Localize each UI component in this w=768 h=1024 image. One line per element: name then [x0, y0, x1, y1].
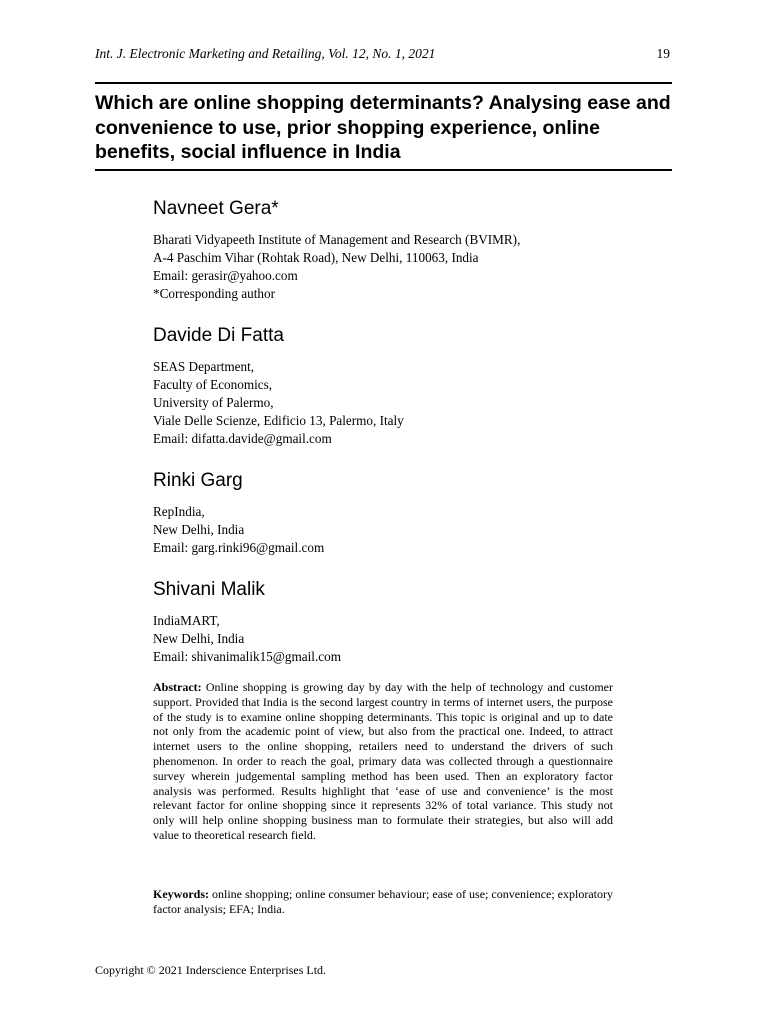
- page-number: 19: [656, 46, 670, 61]
- author-block: [153, 579, 633, 666]
- keywords-label: Keywords:: [153, 887, 209, 901]
- author-block: [153, 470, 633, 557]
- keywords-text: online shopping; online consumer behaviour; ease of use; convenience; exploratory factor analysis; EFA; India.: [153, 887, 613, 916]
- author-name: Shivani Malik: [153, 579, 265, 600]
- author-email: Email: gerasir@yahoo.com: [153, 268, 298, 283]
- affiliation-line: RepIndia,: [153, 504, 205, 519]
- author-name: Navneet Gera*: [153, 198, 279, 219]
- affiliation-line: Faculty of Economics,: [153, 377, 273, 392]
- abstract-label: Abstract:: [153, 680, 202, 694]
- affiliation-line: A-4 Paschim Vihar (Rohtak Road), New Delhi, 110063, India: [153, 250, 479, 265]
- author-block: [153, 198, 633, 303]
- affiliation-line: Viale Delle Scienze, Edificio 13, Palermo, Italy: [153, 413, 404, 428]
- affiliation-line: New Delhi, India: [153, 522, 245, 537]
- paper-title: Which are online shopping determinants? Analysing ease and convenience to use, prior shopping experience, online benefits, social influence in India: [95, 92, 671, 163]
- copyright-notice: Copyright © 2021 Inderscience Enterprises Ltd.: [95, 963, 327, 977]
- corresponding-author-note: *Corresponding author: [153, 286, 275, 301]
- abstract: [153, 680, 613, 843]
- author-email: Email: difatta.davide@gmail.com: [153, 431, 332, 446]
- author-block: [153, 325, 633, 448]
- author-name: Davide Di Fatta: [153, 325, 284, 346]
- abstract-text: Online shopping is growing day by day with the help of technology and customer support. Provided that India is the second largest country in terms of internet users, the purpose of the study is to examine online shopping determinants. This topic is original and up to date not only from the academic point of view, but also from the practical one. Indeed, to attract internet users to the online shopping, retailers need to understand the drivers of such phenomenon. In order to reach the goal, primary data was collected through a questionnaire survey wherein judgemental sampling method has been used. Then an exploratory factor analysis was performed. Results highlight that ‘ease of use and convenience’ is the most relevant factor for online shopping since it represents 32% of total variance. This study not only will help online shopping business man to formulate their strategies, but also will add value to theoretical research field.: [153, 680, 613, 842]
- affiliation-line: IndiaMART,: [153, 613, 220, 628]
- journal-header: Int. J. Electronic Marketing and Retailing, Vol. 12, No. 1, 2021: [95, 46, 436, 61]
- affiliation-line: University of Palermo,: [153, 395, 274, 410]
- author-email: Email: shivanimalik15@gmail.com: [153, 649, 341, 664]
- affiliation-line: Bharati Vidyapeeth Institute of Management and Research (BVIMR),: [153, 232, 521, 247]
- affiliation-line: SEAS Department,: [153, 359, 255, 374]
- keywords: [153, 887, 613, 917]
- author-name: Rinki Garg: [153, 470, 243, 491]
- title-bottom-rule: [95, 169, 672, 171]
- affiliation-line: New Delhi, India: [153, 631, 245, 646]
- author-email: Email: garg.rinki96@gmail.com: [153, 540, 325, 555]
- title-top-rule: [95, 82, 672, 84]
